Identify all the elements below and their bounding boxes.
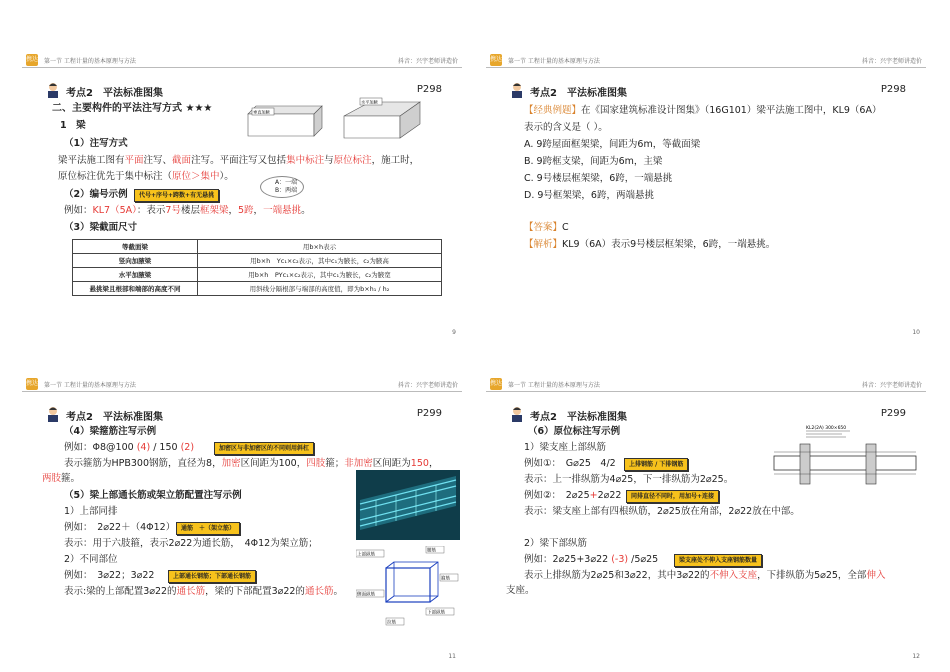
point-title: 考点2 平法标准图集 [530, 88, 627, 99]
example-line: 例如①： G⌀25 4/2 [524, 458, 616, 469]
page-ref: P299 [880, 408, 906, 419]
section-title: 第一节 工程计量的基本原理与方法 [44, 58, 136, 65]
page-ref: P298 [416, 84, 442, 95]
text-line: 表示上排纵筋为2⌀25和3⌀22，其中3⌀22的不伸入支座，下排纵筋为5⌀25，全部伸入 [524, 570, 886, 581]
svg-text:箍筋: 箍筋 [441, 576, 450, 582]
option-c: C. 9号楼层框架梁，6跨，一端悬挑 [524, 173, 673, 184]
page-ref: P299 [416, 408, 442, 419]
sub-heading-section: （3）梁截面尺寸 [64, 222, 138, 233]
sub-heading-stirrup: （4）梁箍筋注写示例 [64, 426, 157, 437]
point-title: 考点2 平法标准图集 [66, 412, 163, 423]
signature: 抖音：兴宇老师讲造价 [397, 382, 458, 389]
slide-header [22, 378, 462, 392]
text-line: 表示:梁的上部配置3⌀22的通长筋，梁的下部配置3⌀22的通长筋。 [64, 586, 343, 597]
page-number: 11 [448, 653, 456, 660]
sub-item: 2）不同部位 [64, 554, 118, 565]
section-size-table [72, 239, 442, 296]
table-row: 竖向加腋梁 用b×h Yc₁×c₂表示，其中c₁为腋长，c₂为腋高 [73, 254, 442, 268]
slide-header [22, 54, 462, 68]
slide-header [486, 54, 926, 68]
point-title: 考点2 平法标准图集 [66, 88, 163, 99]
svg-text:下部纵筋: 下部纵筋 [427, 610, 445, 616]
signature: 抖音：兴宇老师讲造价 [397, 58, 458, 65]
example-line: 例如：2⌀25+3⌀22 (-3) /5⌀25 [524, 554, 659, 565]
teacher-avatar-icon [510, 406, 524, 422]
svg-text:垂直加腋: 垂直加腋 [253, 109, 270, 115]
svg-text:腰筋: 腰筋 [427, 548, 436, 554]
section-heading: 二、主要构件的平法注写方式 ★★★ [52, 103, 213, 114]
brand-logo: 携达 [26, 378, 38, 390]
section-title: 第一节 工程计量的基本原理与方法 [508, 382, 600, 389]
page-number: 12 [912, 653, 920, 660]
signature: 抖音：兴宇老师讲造价 [861, 382, 922, 389]
svg-text:侧面纵筋: 侧面纵筋 [357, 592, 375, 598]
page-number: 9 [452, 329, 456, 336]
text-line: 表示：用于六肢箍，表示2⌀22为通长筋， 4Φ12为架立筋； [64, 538, 318, 549]
slide-page-9 [22, 44, 462, 344]
header-divider [486, 67, 926, 68]
highlight-tag: 上部通长钢筋；下部通长钢筋 [168, 570, 256, 583]
example-line: 例如：Φ8@100 (4) / 150 (2) [64, 442, 195, 453]
highlight-tag: 上排钢筋 / 下排钢筋 [624, 458, 688, 471]
rebar-cage-figure [356, 546, 460, 628]
table-row: 悬挑梁且根部和端部的高度不同 用斜线分隔根部与端部的高度值，即为b×h₁ / h₂ [73, 282, 442, 296]
sub-heading-method: （1）注写方式 [64, 138, 128, 149]
text-line: 表示：上一排纵筋为4⌀25，下一排纵筋为2⌀25。 [524, 474, 734, 485]
text-line: 梁平法施工图有平面注写、截面注写。平面注写又包括集中标注与原位标注，施工时， [58, 155, 420, 166]
slide-header [486, 378, 926, 392]
teacher-avatar-icon [46, 406, 60, 422]
text-line: 表示箍筋为HPB300钢筋，直径为8，加密区间距为100，四肢箍；非加密区间距为150， [64, 458, 439, 469]
brand-logo: 携达 [490, 378, 502, 390]
beam-elevation-figure [770, 422, 920, 494]
option-d: D. 9号框架梁，6跨，两端悬挑 [524, 190, 654, 201]
header-divider [486, 391, 926, 392]
sub-item: 2）梁下部纵筋 [524, 538, 588, 549]
page-ref: P298 [880, 84, 906, 95]
question-line: 表示的含义是（ ）。 [524, 122, 608, 133]
horizontal-haunch-figure [340, 96, 424, 144]
example-line: 例如： 2⌀22＋（4Φ12） [64, 522, 176, 533]
highlight-tag: 代号+序号+跨数+有无悬挑 [134, 189, 219, 202]
text-line: 支座。 [506, 585, 535, 596]
sub-item: 1）梁支座上部纵筋 [524, 442, 607, 453]
brand-logo: 携达 [26, 54, 38, 66]
question-line: 【经典例题】在《国家建筑标准设计图集》（16G101）梁平法施工图中，KL9（6A） [524, 105, 882, 116]
highlight-tag: 通筋 ＋（架立筋） [176, 522, 240, 535]
text-line: 表示：梁支座上部有四根纵筋，2⌀25放在角部，2⌀22放在中部。 [524, 506, 800, 517]
brand-logo: 携达 [490, 54, 502, 66]
option-a: A. 9跨屋面框架梁，间距为6m，等截面梁 [524, 139, 701, 150]
text-line: 两肢箍。 [42, 473, 81, 484]
teacher-avatar-icon [46, 82, 60, 98]
rebar-3d-figure [356, 470, 460, 540]
sub-heading-code: （2）编号示例 [64, 189, 128, 200]
example-line: 例如：KL7（5A）：表示7号楼层框架梁，5跨，一端悬挑。 [64, 205, 311, 216]
signature: 抖音：兴宇老师讲造价 [861, 58, 922, 65]
section-title: 第一节 工程计量的基本原理与方法 [508, 58, 600, 65]
sub-heading-beam: 1 梁 [60, 120, 86, 131]
example-line: 例如②： 2⌀25+2⌀22 [524, 490, 622, 501]
svg-text:KL2(2A) 300×650: KL2(2A) 300×650 [806, 426, 847, 431]
sub-heading-top-bars: （5）梁上部通长筋或架立筋配置注写示例 [64, 490, 242, 501]
header-divider [22, 67, 462, 68]
answer-line: 【答案】C [524, 222, 569, 233]
page-number: 10 [912, 329, 920, 336]
sub-heading-inplace: （6）原位标注写示例 [528, 426, 621, 437]
explanation-line: 【解析】KL9（6A）表示9号楼层框架梁，6跨，一端悬挑。 [524, 239, 776, 250]
slide-page-11 [22, 368, 462, 668]
highlight-tag: 加密区与非加密区的不同则用斜杠 [214, 442, 314, 455]
slide-page-12 [486, 368, 926, 668]
highlight-tag: 梁支座处不伸入支座钢筋数量 [674, 554, 762, 567]
table-row: 等截面梁 用b×h表示 [73, 240, 442, 254]
sub-item: 1）上部同排 [64, 506, 118, 517]
svg-text:上部纵筋: 上部纵筋 [357, 552, 375, 558]
table-row: 水平加腋梁 用b×h PYc₁×c₂表示，其中c₁为腋长，c₂为腋宽 [73, 268, 442, 282]
header-divider [22, 391, 462, 392]
option-b: B. 9跨框支梁，间距为6m，主梁 [524, 156, 663, 167]
slide-page-10 [486, 44, 926, 344]
section-title: 第一节 工程计量的基本原理与方法 [44, 382, 136, 389]
svg-text:拉筋: 拉筋 [387, 620, 396, 626]
teacher-avatar-icon [510, 82, 524, 98]
svg-text:水平加腋: 水平加腋 [361, 99, 378, 105]
text-line: 原位标注优先于集中标注（原位＞集中）。 [58, 171, 234, 182]
highlight-tag: 同排直径不同时，用加号+连接 [626, 490, 719, 503]
note-bubble: A：一端 B：两端 [260, 176, 304, 198]
point-title: 考点2 平法标准图集 [530, 412, 627, 423]
vertical-haunch-figure [244, 100, 326, 142]
example-line: 例如： 3⌀22；3⌀22 [64, 570, 155, 581]
